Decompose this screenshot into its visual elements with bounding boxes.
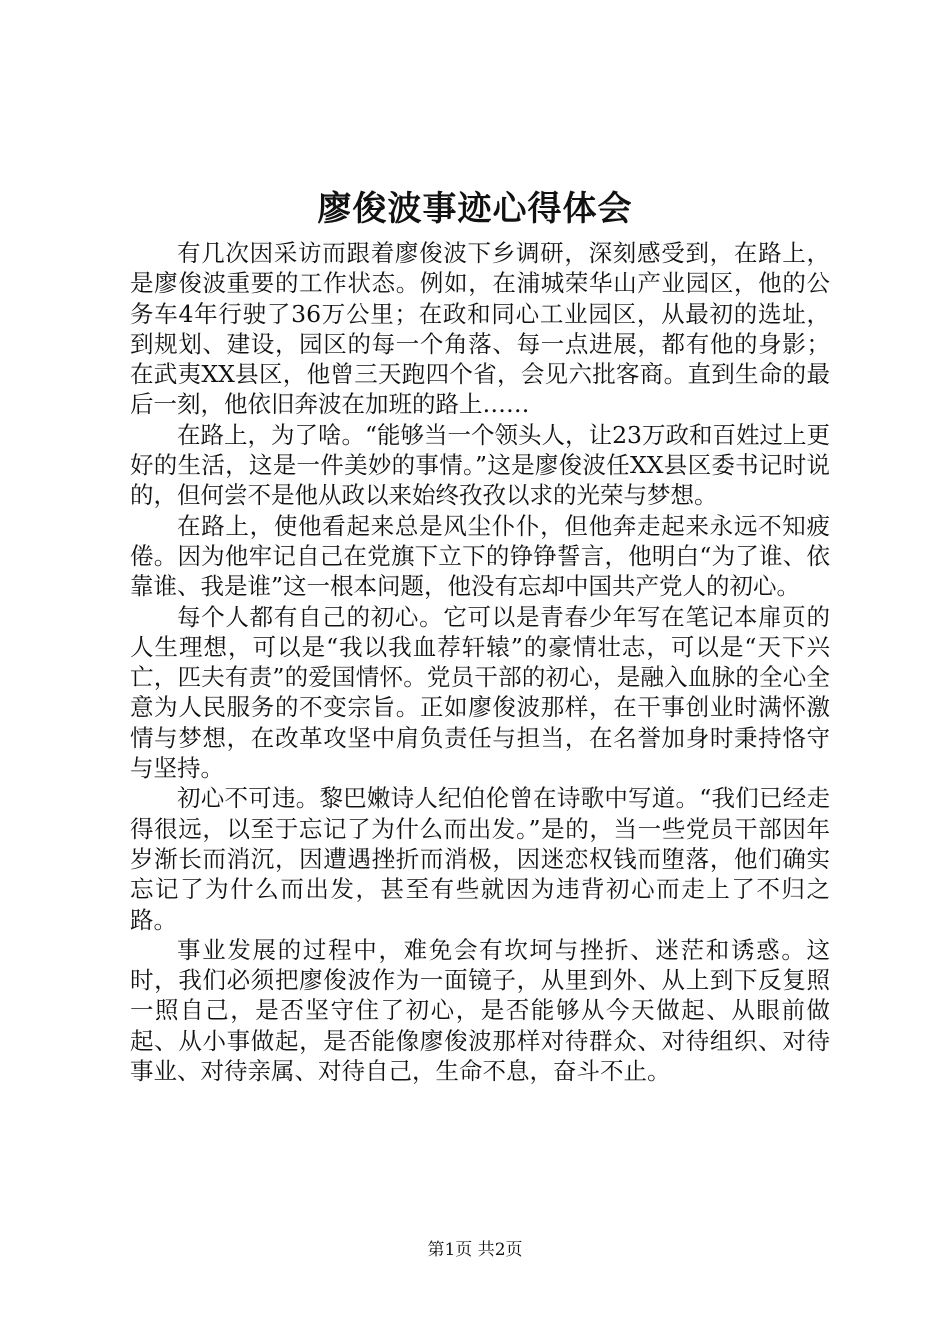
paragraph: 事业发展的过程中，难免会有坎坷与挫折、迷茫和诱惑。这时，我们必须把廖俊波作为一面镜子，从里到外、从上到下反复照一照自己，是否坚守住了初心，是否能够从今天做起、从眼前做起、从小事做起，是否能像廖俊波那样对待群众、对待组织、对待事业、对待亲属、对待自己，生命不息，奋斗不止。 <box>130 935 830 1086</box>
paragraph: 每个人都有自己的初心。它可以是青春少年写在笔记本扉页的人生理想，可以是“我以我血荐轩辕”的豪情壮志，可以是“天下兴亡，匹夫有责”的爱国情怀。党员干部的初心，是融入血脉的全心全意为人民服务的不变宗旨。正如廖俊波那样，在干事创业时满怀激情与梦想，在改革攻坚中肩负责任与担当，在名誉加身时秉持恪守与坚持。 <box>130 602 830 783</box>
document-title: 廖俊波事迹心得体会 <box>317 189 633 229</box>
paragraph: 有几次因采访而跟着廖俊波下乡调研，深刻感受到，在路上，是廖俊波重要的工作状态。例如，在浦城荣华山产业园区，他的公务车4年行驶了36万公里；在政和同心工业园区，从最初的选址，到规划、建设，园区的每一个角落、每一点进展，都有他的身影；在武夷XX县区，他曾三天跑四个省，会见六批客商。直到生命的最后一刻，他依旧奔波在加班的路上…… <box>130 239 830 419</box>
document-body <box>130 238 830 1086</box>
paragraph: 初心不可违。黎巴嫩诗人纪伯伦曾在诗歌中写道。“我们已经走得很远，以至于忘记了为什么而出发。”是的，当一些党员干部因年岁渐长而消沉，因遭遇挫折而消极，因迷恋权钱而堕落，他们确实忘记了为什么而出发，甚至有些就因为违背初心而走上了不归之路。 <box>130 784 830 934</box>
paragraph: 在路上，使他看起来总是风尘仆仆，但他奔走起来永远不知疲倦。因为他牢记自己在党旗下立下的铮铮誓言，他明白“为了谁、依靠谁、我是谁”这一根本问题，他没有忘却中国共产党人的初心。 <box>130 511 830 601</box>
page-number-footer: 第1页 共2页 <box>427 1240 523 1260</box>
paragraph: 在路上，为了啥。“能够当一个领头人，让23万政和百姓过上更好的生活，这是一件美妙的事情。”这是廖俊波任XX县区委书记时说的，但何尝不是他从政以来始终孜孜以求的光荣与梦想。 <box>130 420 830 510</box>
